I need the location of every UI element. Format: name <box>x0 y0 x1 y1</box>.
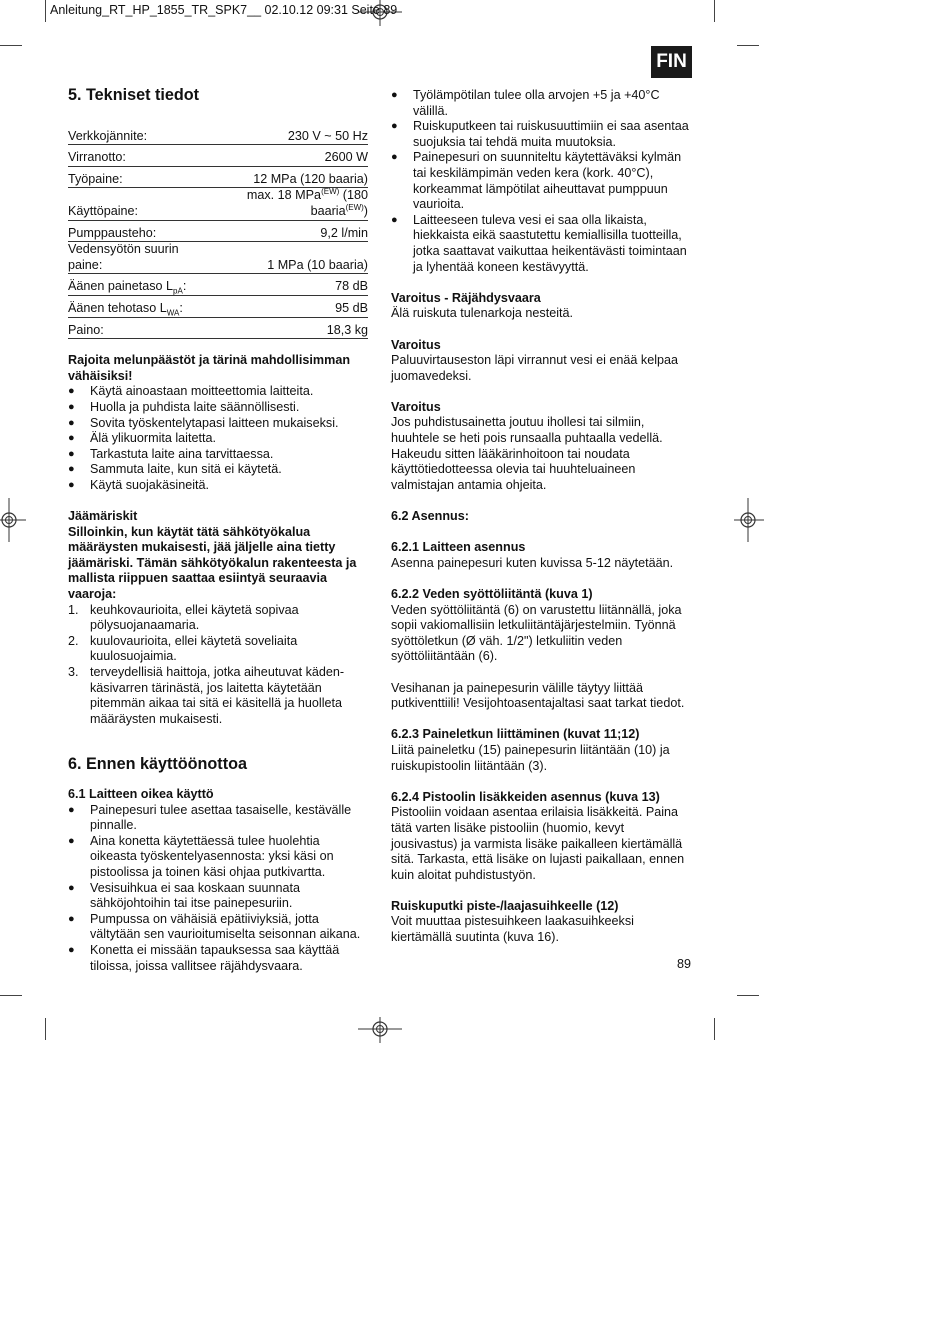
use-list <box>68 803 368 975</box>
spray-lance-heading: Ruiskuputki piste-/laajasuihkeelle (12) <box>391 898 619 913</box>
list-item: 1. keuhkovaurioita, ellei käytetä sopivaa pölysuojanaamaria. <box>68 602 299 633</box>
spec-value: 9,2 l/min <box>207 220 369 242</box>
spec-value: 18,3 kg <box>207 317 369 339</box>
spec-label: Virranotto: <box>68 145 207 167</box>
spec-label: Vedensyötön suurin paine: <box>68 242 207 274</box>
page-number: 89 <box>677 957 692 971</box>
spec-row <box>68 124 368 145</box>
list-item: ● Laitteeseen tuleva vesi ei saa olla likaista, hiekkaista eikä saastutettu kemiallisilla tuotteilla, jotka saattavat vaikuttaa heikentävästi toimintaan ja lyhentää koneen kestävyyttä. <box>391 213 691 275</box>
section-5-title: 5. Tekniset tiedot <box>68 86 200 104</box>
pressure-hose-heading: 6.2.3 Paineletkun liittäminen (kuvat 11;12) <box>391 727 640 742</box>
crop-mark-top-left-v <box>45 0 46 22</box>
residual-heading: Jäämäriskit <box>68 509 138 524</box>
spec-value: 2600 W <box>207 145 369 167</box>
warning-detergent-text: Jos puhdistusainetta joutuu ihollesi tai silmiin, huuhtele se heti pois runsaalla puhtaalla vedellä. Hakeudu sitten lääkärinhoitoon tai noudata käyttötiedotteessa olevia tai huuhteluaineen valmistajan antamia ohjeita. <box>391 415 663 492</box>
section-6-title: 6. Ennen käyttöönottoa <box>68 755 247 774</box>
crop-mark-top-right-h <box>737 45 759 46</box>
noise-heading: Rajoita melunpäästöt ja tärinä mahdollisimman vähäisiksi! <box>68 353 351 383</box>
language-badge: FIN <box>651 46 692 78</box>
pistol-attachments-text: Pistooliin voidaan asentaa erilaisia lisäkkeitä. Paina tätä varten lisäke pistooliin (huomio, kevyt jousivastus) ja varmista lisäke paikalleen kiertämällä sitä. Tarkasta, että lisäke on lujasti paikallaan, ennen kuin aloitat puhdistustyön. <box>391 805 685 882</box>
list-item: ● Painepesuri on suunniteltu käytettäväksi kylmän tai keskilämpimän veden kera (kork. 40°C), korkeammat lämpötilat aiheuttavat pumppuun vaurioita. <box>391 150 691 212</box>
list-item: ● Huolla ja puhdista laite säännöllisesti. <box>68 400 368 416</box>
water-supply-text-2: Vesihanan ja painepesurin välille täytyy liittää putkiventtiili! Vesijohtoasentajaltasi saat tarkat tiedot. <box>391 680 685 711</box>
pistol-attachments-heading: 6.2.4 Pistoolin lisäkkeiden asennus (kuva 13) <box>391 789 660 804</box>
crop-mark-bottom-right-h <box>737 995 759 996</box>
spec-row <box>68 166 368 188</box>
spec-table <box>68 124 368 340</box>
residual-text: Silloinkin, kun käytät tätä sähkötyökalua määräysten mukaisesti, jää jäljelle aina tietty jäämäriski. Tämän sähkötyökalun rakenteesta ja mallista riippuen saattaa esiintyä seuraavia vaaroja: <box>68 524 357 602</box>
spec-label: Pumppausteho: <box>68 220 207 242</box>
installation-heading: 6.2 Asennus: <box>391 509 469 524</box>
spec-label: Äänen painetaso $L_{pA}$: <box>68 274 207 296</box>
crop-mark-top-left-h <box>0 45 22 46</box>
residual-list <box>68 603 368 728</box>
water-supply-text: Veden syöttöliitäntä (6) on varustettu liitännällä, joka sopii vakiomallisiin letkuliitäntäjärjestelmiin. Työnnä syöttöletkun (Ø väh. 1/2") letkuliitin veden syöttöliitäntään (6). <box>391 602 682 664</box>
list-item: ● Älä ylikuormita laitetta. <box>68 431 368 447</box>
spec-row <box>68 145 368 167</box>
list-item: ● Vesisuihkua ei saa koskaan suunnata sähköjohtoihin tai itse painepesuriin. <box>68 881 368 912</box>
list-item: ● Tarkastuta laite aina tarvittaessa. <box>68 447 368 463</box>
list-item: ● Sovita työskentelytapasi laitteen mukaiseksi. <box>68 416 368 432</box>
pressure-hose-text: Liitä paineletku (15) painepesurin liitäntään (10) ja ruiskupistoolin liitäntään (3). <box>391 742 670 773</box>
spray-lance-text: Voit muuttaa pistesuihkeen laakasuihkeeksi kiertämällä suutinta (kuva 16). <box>391 914 634 945</box>
spec-label: Äänen tehotaso $L_{WA}$: <box>68 295 207 317</box>
list-item: ● Käytä suojakäsineitä. <box>68 478 368 494</box>
warning-explosion-heading: Varoitus - Räjähdysvaara <box>391 290 541 305</box>
registration-mark-bottom <box>358 1017 402 1043</box>
warning-backflow-text: Paluuvirtauseston läpi virrannut vesi ei enää kelpaa juomavedeksi. <box>391 353 679 383</box>
list-item: 2. kuulovaurioita, ellei käytetä soveliaita kuulosuojaimia. <box>68 633 298 664</box>
right-column <box>391 88 691 946</box>
list-item: ● Aina konetta käytettäessä tulee huolehtia oikeasta työskentelyasennosta: yksi käsi on pistoolissa ja toinen käsi ohjaa putkivartta. <box>68 834 368 881</box>
noise-list <box>68 384 368 493</box>
spec-label: Verkkojännite: <box>68 124 207 145</box>
crop-mark-top-right-v <box>714 0 715 22</box>
warning-backflow-heading: Varoitus <box>391 337 441 352</box>
spec-row <box>68 188 368 220</box>
spec-row <box>68 274 368 296</box>
spec-value: 230 V ~ 50 Hz <box>207 124 369 145</box>
list-item: ● Painepesuri tulee asettaa tasaiselle, kestävälle pinnalle. <box>68 803 368 834</box>
list-item: ● Sammuta laite, kun sitä ei käytetä. <box>68 462 368 478</box>
header-slug: Anleitung_RT_HP_1855_TR_SPK7__ 02.10.12 09:31 Seite 89 <box>50 3 398 17</box>
spec-label: Käyttöpaine: <box>68 188 207 220</box>
list-item: ● Työlämpötilan tulee olla arvojen +5 ja +40°C välillä. <box>391 88 691 119</box>
operating-conditions-list <box>391 88 691 275</box>
spec-label: Työpaine: <box>68 166 207 188</box>
list-item: ● Ruiskuputkeen tai ruiskusuuttimiin ei saa asentaa suojuksia tai tehdä muita muutoksia. <box>391 119 691 150</box>
crop-mark-bottom-left-h <box>0 995 22 996</box>
registration-mark-left <box>0 498 26 542</box>
spec-value: 78 dB <box>207 274 369 296</box>
spec-value: 95 dB <box>207 295 369 317</box>
spec-label: Paino: <box>68 317 207 339</box>
use-heading: 6.1 Laitteen oikea käyttö <box>68 786 214 801</box>
spec-row <box>68 317 368 339</box>
spec-row <box>68 220 368 242</box>
left-column <box>68 88 368 974</box>
warning-detergent-heading: Varoitus <box>391 399 441 414</box>
list-item: ● Konetta ei missään tapauksessa saa käyttää tiloissa, joissa vallitsee räjähdysvaara. <box>68 943 368 974</box>
crop-mark-bottom-left-v <box>45 1018 46 1040</box>
list-item: 3. terveydellisiä haittoja, jotka aiheutuvat käden-käsivarren tärinästä, jos laitetta käytetään pitemmän aikaa tai sitä ei käsitellä ja huolleta määräysten mukaisesti. <box>68 665 345 726</box>
spec-value: 12 MPa (120 baaria) <box>207 166 369 188</box>
water-supply-heading: 6.2.2 Veden syöttöliitäntä (kuva 1) <box>391 587 593 601</box>
crop-mark-bottom-right-v <box>714 1018 715 1040</box>
device-installation-text: Asenna painepesuri kuten kuvissa 5-12 näytetään. <box>391 555 674 570</box>
list-item: ● Pumpussa on vähäisiä epätiiviyksiä, jotta vältytään sen vaurioitumiselta seisonnan aikana. <box>68 912 368 943</box>
spec-row <box>68 295 368 317</box>
registration-mark-right <box>734 498 764 542</box>
spec-value: 1 MPa (10 baaria) <box>207 242 369 274</box>
spec-value: max. 18 MPa$^{(EW)}$ (180 baaria$^{(EW)}$) <box>207 188 369 220</box>
warning-explosion-text: Älä ruiskuta tulenarkoja nesteitä. <box>391 306 574 321</box>
device-installation-heading: 6.2.1 Laitteen asennus <box>391 540 526 555</box>
spec-row <box>68 242 368 274</box>
list-item: ● Käytä ainoastaan moitteettomia laitteita. <box>68 384 368 400</box>
